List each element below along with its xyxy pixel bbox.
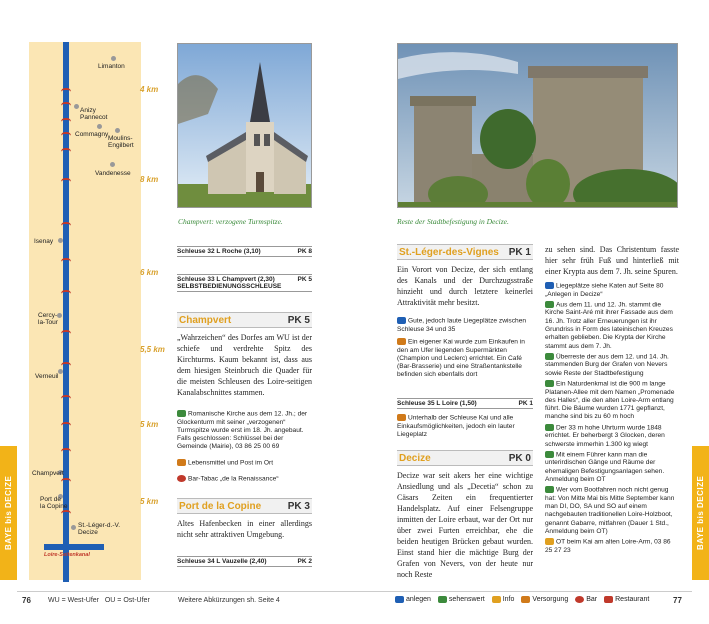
info-text: Liegeplätze siehe Katen auf Seite 80 „Anlegen in Decize“ [545, 282, 664, 298]
info-text: Überreste der aus dem 12. und 14. Jh. stammenden Burg der Grafen von Nevers sowie Reste der Stadtbefestigung [545, 353, 669, 377]
place-dot [97, 124, 102, 129]
side-tab-left [0, 446, 17, 580]
lock-marker [61, 330, 71, 334]
footer-more: Weitere Abkürzungen sh. Seite 4 [178, 597, 280, 604]
section-text: zu sehen sind. Das Christentum fasste hier sehr früh Fuß und hinterließ mit einer Krypta aus dem 7. Jh. seine Spuren. [545, 245, 679, 276]
sehenswert-icon [177, 410, 186, 417]
lock-marker [61, 132, 71, 136]
versorgung-icon [521, 596, 530, 603]
bar-icon [575, 596, 584, 603]
side-tab-right [692, 446, 709, 580]
side-tab-left-label: BAYE bis DECIZE [4, 475, 13, 551]
info-text: Romanische Kirche aus dem 12. Jh.; der Glockenturm mit seiner „verzogenen“ Turmspitze wurde erst im 18. Jh. angebaut. Falls geschlossen: Schlüssel bei der Gemeinde (Mairie), 03 86 25 00 69 [177, 410, 308, 451]
info-item [545, 451, 679, 484]
place-dot [58, 238, 63, 243]
info-text: Mit einem Führer kann man die unterirdischen Gänge und Räume der ehemaligen Befestigungsanlagen sehen. Anmeldung beim OT [545, 451, 665, 484]
info-item [177, 410, 312, 452]
lock-marker [61, 395, 71, 399]
info-list [545, 282, 679, 555]
legend-label: Info [502, 596, 515, 603]
section-pk: PK 0 [508, 452, 531, 464]
section-pk: PK 5 [287, 314, 310, 326]
section-pk: PK 3 [287, 500, 310, 512]
lock-marker [61, 448, 71, 452]
place-label: Commagny [75, 131, 109, 138]
lock-marker [61, 362, 71, 366]
lock-pk: PK 1 [518, 400, 533, 407]
lock-pk: PK 2 [297, 558, 312, 565]
lock-marker [61, 258, 71, 262]
info-icon [492, 596, 501, 603]
lock-marker [61, 88, 71, 92]
section-title: Champvert [179, 314, 232, 326]
photo-caption: Champvert: verzogene Turmspitze. [178, 217, 283, 226]
info-item [545, 486, 679, 536]
section-pk: PK 1 [508, 246, 531, 258]
bar-icon [177, 475, 186, 482]
place-label: Limanton [98, 63, 125, 70]
lock-pk: PK 8 [297, 248, 312, 255]
footer-rule [17, 591, 692, 592]
section-header [397, 450, 533, 466]
place-dot [111, 56, 116, 61]
sehenswert-icon [438, 596, 447, 603]
section-header [177, 312, 312, 328]
church-photo [177, 43, 312, 208]
lock-pk: PK 5 [297, 276, 312, 283]
lock-sub: SELBSTBEDIENUNGSSCHLEUSE [177, 283, 282, 290]
sehenswert-icon [545, 301, 554, 308]
canal-label: Loire-Seitenkanal [44, 552, 90, 558]
sehenswert-icon [545, 353, 554, 360]
lock-marker [61, 510, 71, 514]
info-text: Unterhalb der Schleuse Kai und alle Einkaufsmöglichkeiten, jedoch ein lauter Liegeplatz [397, 414, 515, 438]
section-title: Decize [399, 452, 431, 464]
section-text: Ein Vorort von Decize, der sich entlang des Kanals und der Durchzugsstraße hinzieht und durch letztere keinerlei Attraktivität mehr besitzt. [397, 265, 533, 307]
info-item [177, 459, 312, 468]
side-tab-right-label: BAYE bis DECIZE [696, 475, 705, 551]
legend-label: Bar [586, 596, 598, 603]
place-label: Isenay [34, 238, 54, 245]
legend-item [438, 596, 485, 603]
place-dot [110, 162, 115, 167]
info-text: Bar-Tabac „de la Renaissance“ [188, 475, 279, 483]
legend-item [604, 596, 649, 603]
lock-marker [61, 222, 71, 226]
km-mark: 5 km [140, 497, 159, 506]
sehenswert-icon [545, 424, 554, 431]
versorgung-icon [177, 459, 186, 466]
lock-name: Schleuse 32 L Roche (3,10) [177, 248, 261, 255]
page-number-left: 76 [22, 596, 31, 605]
info-text: Ein Naturdenkmal ist die 900 m lange Platanen-Allee mit dem Namen „Promenade des Halles“, die den alten Loire-Arm entlang führt. Die Bäume wurden 1771 gepflanzt, manche sind bis zu 60 m hoch [545, 380, 675, 421]
info-text: OT beim Kai am alten Loire-Arm, 03 86 25 27 23 [545, 538, 671, 554]
km-mark: 4 km [140, 85, 159, 94]
sehenswert-icon [545, 486, 554, 493]
lock-marker [61, 422, 71, 426]
page-number-right: 77 [673, 596, 682, 605]
footer-legend [388, 596, 649, 603]
lock-marker [61, 102, 71, 106]
info-item [545, 538, 679, 555]
lock-name: Schleuse 34 L Vauzelle (2,40) [177, 558, 267, 565]
info-item [177, 475, 312, 484]
legend-label: Versorgung [532, 596, 569, 603]
info-item [397, 338, 533, 380]
info-item [545, 282, 679, 299]
section-title: Port de la Copine [179, 500, 262, 512]
restaurant-icon [604, 596, 613, 603]
km-mark: 6 km [140, 268, 159, 277]
versorgung-icon [397, 338, 406, 345]
place-dot [115, 128, 120, 133]
section-header [397, 244, 533, 260]
lock-marker [61, 148, 71, 152]
legend-item [395, 596, 431, 603]
info-text: Der 33 m hohe Uhrturm wurde 1848 errichtet. Er beherbergt 3 Glocken, deren schwerste immerhin 1.300 kg wiegt [545, 424, 665, 448]
place-label: Cercy- la-Tour [38, 312, 58, 326]
legend-label: sehenswert [448, 596, 485, 603]
legend-item [492, 596, 515, 603]
section-text: Altes Hafenbecken in einer allerdings nicht sehr attraktiven Umgebung. [177, 519, 312, 539]
info-text: Gute, jedoch laute Liegeplätze zwischen Schleuse 34 und 35 [397, 317, 527, 333]
place-label: Port de la Copine [40, 496, 68, 510]
info-text: Aus dem 11. und 12. Jh. stammt die Kirche Saint-Aré mit ihrer Fassade aus dem 16. Jh. Trotz aller Erneuerungen ist ihr Grundriss in Form des lateinischen Kreuzes erhalten geblieben. Die Krypta der Kirche stammt aus dem 7. Jh. [545, 301, 673, 350]
info-icon [545, 538, 554, 545]
place-label: Verneuil [35, 373, 59, 380]
section-text: Decize war seit akers her eine wichtige Ansiedlung und als „Decetia“ schon zu Cäsars Zeiten ein frequentierter Handelsplatz. Auf einer Felsengruppe inmitten der Loire erbaut, war der Ort nur über zwei Furten erreichbar, ehe die beiden heutigen Brücken gebaut wurden. Einst stand hier die mächtige Burg der Grafen von Nevers, von der heute nur noch Reste [397, 471, 533, 579]
info-item [397, 317, 533, 334]
anlegen-icon [397, 317, 406, 324]
photo-caption: Reste der Stadtbefestigung in Decize. [397, 217, 509, 226]
info-item [545, 380, 679, 422]
section-title: St.-Léger-des-Vignes [399, 246, 499, 258]
place-label: Moulins- Engilbert [108, 135, 134, 149]
km-mark: 5 km [140, 420, 159, 429]
section-text: „Wahrzeichen“ des Dorfes am WU ist der schiefe und verdrehte Spitz des Kirchturms. Kaum bekannt ist, dass aus dem hiesigen Steinbruch die Quader für die meisten Schleusen des Loire-seitigen Kanalabschnittes stammen. [177, 333, 312, 397]
lock-marker [61, 178, 71, 182]
lock-name: Schleuse 35 L Loire (1,50) [397, 400, 477, 407]
lock-row [177, 274, 312, 292]
info-item [545, 424, 679, 449]
legend-label: Restaurant [615, 596, 650, 603]
km-mark: 5,5 km [140, 345, 165, 354]
place-label: Vandenesse [95, 170, 131, 177]
legend-item [575, 596, 597, 603]
lock-name: Schleuse 33 L Champvert (2,30) [177, 276, 275, 283]
place-label: Champvert [32, 470, 64, 477]
place-dot [74, 104, 79, 109]
section-header [177, 498, 312, 514]
lock-marker [61, 478, 71, 482]
castle-photo [397, 43, 678, 208]
anlegen-icon [545, 282, 554, 289]
lock-marker [61, 118, 71, 122]
place-label: Anizy Pannecot [80, 107, 108, 121]
versorgung-icon [397, 414, 406, 421]
legend-label: anlegen [406, 596, 431, 603]
info-item [545, 301, 679, 351]
info-text: Lebensmittel und Post im Ort [188, 459, 274, 467]
sehenswert-icon [545, 451, 554, 458]
place-dot [71, 525, 76, 530]
lock-row [397, 398, 533, 409]
info-text: Wer vom Bootfahren noch nicht genug hat: Von Mitte Mai bis Mitte September kann man DI, DO, SA und SO auf einem nachgebauten traditionellen Loire-Holzboot, genannt Gabarre, mitfahren (Dauer 1 Std., Anmeldung beim OT) [545, 486, 675, 536]
lock-row [177, 246, 312, 257]
canal-bar [44, 544, 104, 550]
info-text: Ein eigener Kai wurde zum Einkaufen in den am Ufer liegenden Supermärkten (Champion und Leclerc) errichtet. Ein Café (Bar-Brasserie) und eine Straßentankstelle befinden sich ebenfalls dort [397, 338, 525, 379]
km-mark: 8 km [140, 175, 159, 184]
info-item [545, 353, 679, 378]
info-item [397, 414, 533, 439]
footer-abbrev: WU = West-Ufer OU = Ost-Ufer [48, 597, 150, 604]
place-label: St.-Léger-d.-V. Decize [78, 522, 121, 536]
lock-marker [61, 290, 71, 294]
legend-item [521, 596, 568, 603]
lock-row [177, 556, 312, 567]
sehenswert-icon [545, 380, 554, 387]
anlegen-icon [395, 596, 404, 603]
